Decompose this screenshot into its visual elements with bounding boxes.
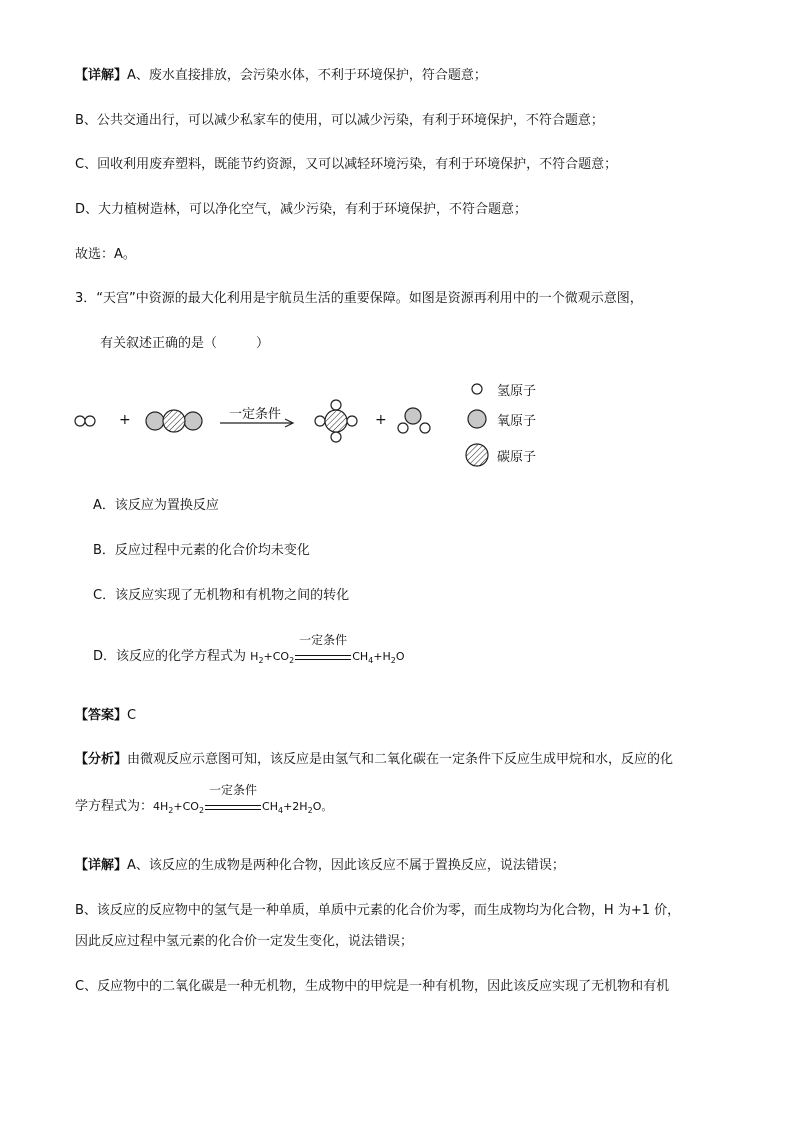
option-d (93, 633, 405, 671)
detail2-line-b2: 因此反应过程中氢元素的化合价一定发生变化，说法错误； (75, 934, 414, 949)
carbon-atom (163, 410, 185, 432)
analysis-equation: $4H_2+CO_2$ 一定条件 $CH_4+2H_2O$。 (153, 783, 333, 815)
detail2-line-a (75, 856, 565, 876)
detail2-a-text: A、该反应的生成物是两种化合物，因此该反应不属于置换反应，说法错误； (127, 858, 565, 873)
detail2-line-c: C、反应物中的二氧化碳是一种无机物，生成物中的甲烷是一种有机物，因此该反应实现了无机物和有机 (75, 979, 670, 994)
hydrogen-atom (331, 432, 341, 442)
analysis-line1 (75, 750, 673, 770)
oxygen-atom (405, 408, 421, 424)
detail1-line-a (75, 66, 487, 86)
legend-carbon: 碳原子 (497, 450, 537, 465)
equation-condition: 一定条件 (204, 797, 262, 817)
diagram-condition: 一定条件 (229, 407, 282, 422)
carbon-atom (325, 410, 347, 432)
detail1-label: 【详解】 (75, 68, 128, 83)
answer-value: C (127, 708, 137, 723)
option-d-equation: $H_2+CO_2$ 一定条件 $CH_4+H_2O$ (250, 633, 405, 665)
detail1-line-b: B、公共交通出行，可以减少私家车的使用，可以减少污染，有利于环境保护，不符合题意； (75, 113, 604, 128)
question-line2: 有关叙述正确的是（ ） (100, 336, 270, 351)
hydrogen-atom (85, 416, 95, 426)
methane-molecule (315, 400, 357, 442)
option-d-prefix: D．该反应的化学方程式为 (93, 649, 251, 664)
equation-condition: 一定条件 (294, 647, 352, 667)
answer-line (75, 706, 136, 726)
oxygen-atom (184, 412, 202, 430)
answer-label: 【答案】 (75, 708, 128, 723)
diagram-plus-2: + (375, 412, 387, 428)
hydrogen-atom (398, 423, 408, 433)
hydrogen-atom (75, 416, 85, 426)
detail2-line-b1: B、该反应的反应物中的氢气是一种单质，单质中元素的化合价为零，而生成物均为化合物，H 为+1 价， (75, 903, 681, 918)
analysis-text: 由微观反应示意图可知，该反应是由氢气和二氧化碳在一定条件下反应生成甲烷和水，反应的化 (127, 752, 674, 767)
water-molecule (398, 408, 430, 433)
legend-oxygen-icon (468, 410, 486, 428)
option-a: A．该反应为置换反应 (93, 498, 219, 513)
detail1-a-text: A、废水直接排放，会污染水体，不利于环境保护，符合题意； (127, 68, 487, 83)
option-b: B．反应过程中元素的化合价均未变化 (93, 543, 310, 558)
analysis-label: 【分析】 (75, 752, 128, 767)
hydrogen-atom (347, 416, 357, 426)
hydrogen-molecule (75, 416, 95, 426)
question-line1: 3．“天宫”中资源的最大化利用是宇航员生活的重要保障。如图是资源再利用中的一个微观示意图， (75, 291, 643, 306)
detail2-label: 【详解】 (75, 858, 128, 873)
legend-carbon-icon (466, 444, 488, 466)
hydrogen-atom (315, 416, 325, 426)
detail1-line-d: D、大力植树造林，可以净化空气，减少污染，有利于环境保护，不符合题意； (75, 202, 528, 217)
detail1-choice: 故选：A。 (75, 247, 136, 262)
diagram-plus-1: + (119, 412, 131, 428)
detail1-line-c: C、回收利用废弃塑料，既能节约资源，又可以减轻环境污染，有利于环境保护，不符合题意； (75, 157, 618, 172)
hydrogen-atom (420, 423, 430, 433)
legend-hydrogen-icon (472, 384, 482, 394)
option-c: C．该反应实现了无机物和有机物之间的转化 (93, 588, 350, 603)
legend-hydrogen: 氢原子 (497, 384, 537, 399)
carbon-dioxide-molecule (146, 410, 202, 432)
hydrogen-atom (331, 400, 341, 410)
analysis-line2: 学方程式为：$4H_2+CO_2$ 一定条件 $CH_4+2H_2O$。 (75, 783, 333, 815)
oxygen-atom (146, 412, 164, 430)
legend-oxygen: 氧原子 (497, 414, 537, 429)
